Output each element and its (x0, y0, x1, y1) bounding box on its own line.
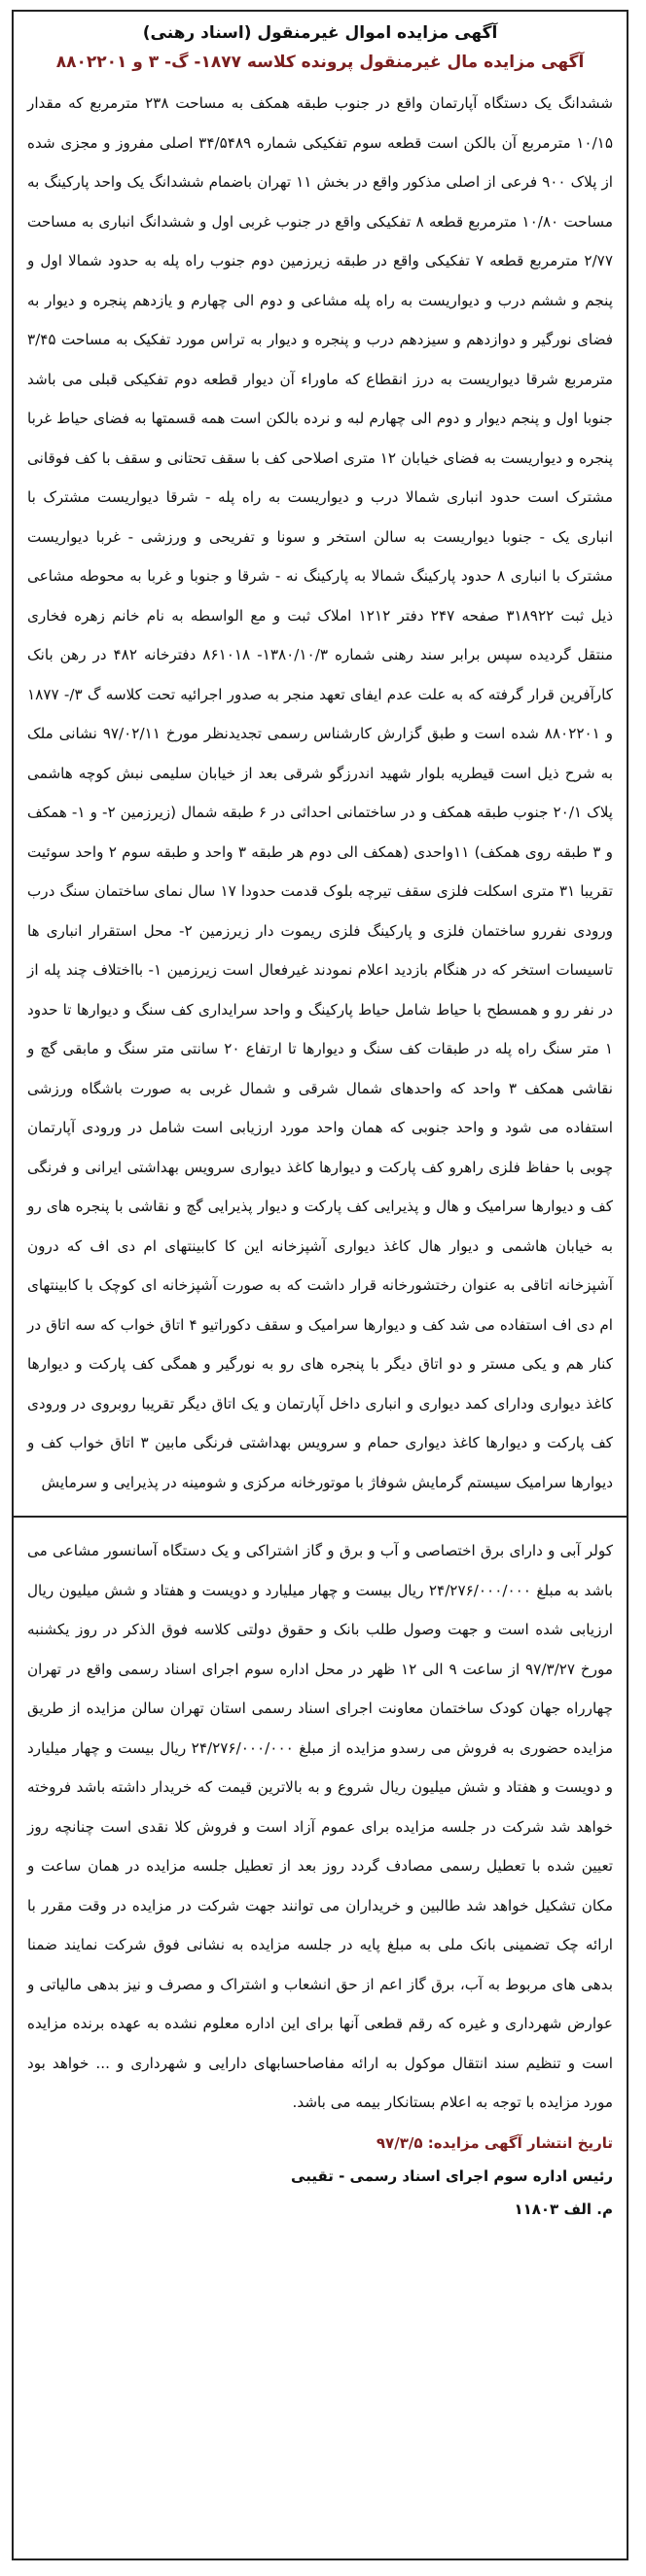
publication-date: تاریخ انتشار آگهی مزایده: ۹۷/۳/۵ (376, 2133, 613, 2152)
notice-paragraph-auction-terms: کولر آبی و دارای برق اختصاصی و آب و برق و گاز اشتراکی و یک دستگاه آسانسور مشاعی می باشد به مبلغ ۲۴/۲۷۶/۰۰۰/۰۰۰ ریال بیست و چهار میلیارد و دویست و هفتاد و شش میلیون ریال ارزیابی شده است و جهت وصول طلب بانک و حقوق دولتی کلاسه فوق الذکر در روز یکشنبه مورخ ۹۷/۳/۲۷ از ساعت ۹ الی ۱۲ ظهر در محل اداره سوم اجرای اسناد رسمی واقع در تهران چهارراه جهان کودک ساختمان معاونت اجرای اسناد رسمی استان تهران سالن مزایده از طریق مزایده حضوری به فروش می رسدو مزایده از مبلغ ۲۴/۲۷۶/۰۰۰/۰۰۰ ریال بیست و چهار میلیارد و دویست و هفتاد و شش میلیون ریال شروع و به بالاترین قیمت که خریدار داشته باشد فروخته خواهد شد شرکت در جلسه مزایده برای عموم آزاد است و فروش کلا نقدی است چنانچه روز تعیین شده با تعطیل رسمی مصادف گردد روز بعد از تعطیل جلسه مزایده در همان ساعت و مکان تشکیل خواهد شد طالبین و خریداران می توانند جهت شرکت در مزایده در وقت مقرر با ارائه چک تضمینی بانک ملی به مبلغ پایه در جلسه مزایده به نشانی فوق شرکت نمایند ضمنا بدهی های مربوط به آب، برق گاز اعم از حق انشعاب و اشتراک و مصرف و نیز بدهی مالیاتی و عوارض شهرداری و غیره که رقم قطعی آنها برای این اداره معلوم نشده به عهده برنده مزایده است و تنظیم سند انتقال موکول به ارائه مفاصاحسابهای دارایی و شهرداری و ... خواهد بود مورد مزایده با توجه به اعلام بستانکار بیمه می باشد. (27, 1542, 613, 2111)
reference-code: م. الف ۱۱۸۰۳ (514, 2200, 613, 2218)
notice-subtitle: آگهی مزایده مال غیرمنقول پرونده کلاسه ۱۸۷۷- گ- ۳ و ۸۸۰۲۲۰۱ (55, 53, 585, 72)
auction-notice (12, 10, 628, 2560)
notice-header-title: آگهی مزایده اموال غیرمنقول (اسناد رهنی) (142, 23, 498, 43)
signer-line: رئیس اداره سوم اجرای اسناد رسمی - تقیبی (291, 2166, 613, 2185)
notice-paragraph-property: ششدانگ یک دستگاه آپارتمان واقع در جنوب طبقه همکف به مساحت ۲۳۸ مترمربع که مقدار ۱۰/۱۵ مترمربع آن بالکن است قطعه سوم تفکیکی شماره ۳۴/۵۴۸۹ اصلی مفروز و مجزی شده از پلاک ۹۰۰ فرعی از اصلی مذکور واقع در بخش ۱۱ تهران باضمام ششدانگ یک واحد پارکینگ به مساحت ۱۰/۸۰ مترمربع قطعه ۸ تفکیکی واقع در جنوب غربی اول و ششدانگ انباری به مساحت ۲/۷۷ مترمربع قطعه ۷ تفکیکی واقع در طبقه زیرزمین دوم جنوب راه پله به حدود شمالا اول و پنجم و ششم درب و دیواریست به راه پله مشاعی و دوم الی چهارم و یازدهم پنجره و دیوار به فضای نورگیر و دوازدهم و سیزدهم درب و پنجره و دیوار به تراس مورد تفکیک به مساحت ۳/۴۵ مترمربع شرقا دیواریست به درز انقطاع که ماوراء آن دیوار قطعه دوم تفکیکی قبلی می باشد جنوبا اول و پنجم دیوار و دوم الی چهارم لبه و نرده بالکن است همه قسمتها به فضای حیاط غربا پنجره و دیواریست به فضای خیابان ۱۲ متری اصلاحی کف با سقف تحتانی و سقف با کف فوقانی مشترک است حدود انباری شمالا درب و دیواریست به راه پله - شرقا دیواریست مشترک با انباری یک - جنوبا دیواریست به سالن استخر و سونا و تفریحی و ورزشی - غربا دیواریست مشترک با انباری ۸ حدود پارکینگ شمالا به پارکینگ نه - شرقا و جنوبا و غربا به محوطه مشاعی ذیل ثبت ۳۱۸۹۲۲ صفحه ۲۴۷ دفتر ۱۲۱۲ املاک ثبت و مع الواسطه به نام خانم زهره فخاری منتقل گردیده سپس برابر سند رهنی شماره ۱۳۸۰/۱۰/۳- ۸۶۱۰۱۸ دفترخانه ۴۸۲ در رهن بانک کارآفرین قرار گرفته که به علت عدم ایفای تعهد منجر به صدور اجرائیه تحت کلاسه گ ۳/- ۱۸۷۷ و ۸۸۰۲۲۰۱ شده است و طبق گزارش کارشناس رسمی تجدیدنظر مورخ ۹۷/۰۲/۱۱ نشانی ملک به شرح ذیل است قیطریه بلوار شهید اندرزگو شرقی بعد از خیابان سلیمی نبش کوچه هاشمی پلاک ۲۰/۱ جنوب طبقه همکف و در ساختمانی احداثی در ۶ طبقه شمال (زیرزمین ۲- و ۱- همکف و ۳ طبقه روی همکف) ۱۱واحدی (همکف الی دوم هر طبقه ۳ واحد و طبقه سوم ۲ واحد سوئیت تقریبا ۳۱ متری اسکلت فلزی سقف تیرچه بلوک قدمت حدودا ۱۷ سال نمای ساختمان سنگ درب ورودی نفررو ساختمان فلزی و پارکینگ فلزی ریموت دار زیرزمین ۲- محل استقرار انباری ها تاسیسات استخر که در هنگام بازدید اعلام نمودند غیرفعال است زیرزمین ۱- بااختلاف چند پله از در نفر رو و همسطح با حیاط شامل حیاط پارکینگ و واحد سرایداری کف سنگ و دیوارها تا حدود ۱ متر سنگ راه پله در طبقات کف سنگ و دیوارها تا ارتفاع ۲۰ سانتی متر سنگ و مابقی گچ و نقاشی همکف ۳ واحد که واحدهای شمال شرقی و شمال غربی به صورت باشگاه ورزشی استفاده می شود و واحد جنوبی که همان واحد مورد ارزیابی است شامل در ورودی آپارتمان چوبی با حفاظ فلزی راهرو کف پارکت و دیوارها کاغذ دیواری سرویس بهداشتی ایرانی و فرنگی کف و دیوارها سرامیک و هال و پذیرایی کف پارکت و دیوار پذیرایی گچ و نقاشی با پنجره های رو به خیابان هاشمی و دیوار هال کاغذ دیواری آشپزخانه این کا کابینتهای ام دی اف که درون آشپزخانه اتاقی به عنوان رختشورخانه قرار داشت که به صورت آشپزخانه ای کوچک با کابینتهای ام دی اف استفاده می شد کف و دیوارها سرامیک و سقف دکوراتیو ۴ اتاق خواب که سه اتاق در کنار هم و یکی مستر و دو اتاق دیگر با پنجره های رو به نورگیر و همگی کف پارکت و دیوارها کاغذ دیواری ودارای کمد دیواری و انباری داخل آپارتمان و یک اتاق دیگر تقریبا روبروی در ورودی کف پارکت و دیوارها کاغذ دیواری حمام و سرویس بهداشتی فرنگی مابین ۳ اتاق خواب کف و دیوارها سرامیک سیستم گرمایش شوفاژ با موتورخانه مرکزی و شومینه در پذیرایی و سرمایش (27, 94, 614, 1491)
section-divider (14, 1516, 627, 1518)
